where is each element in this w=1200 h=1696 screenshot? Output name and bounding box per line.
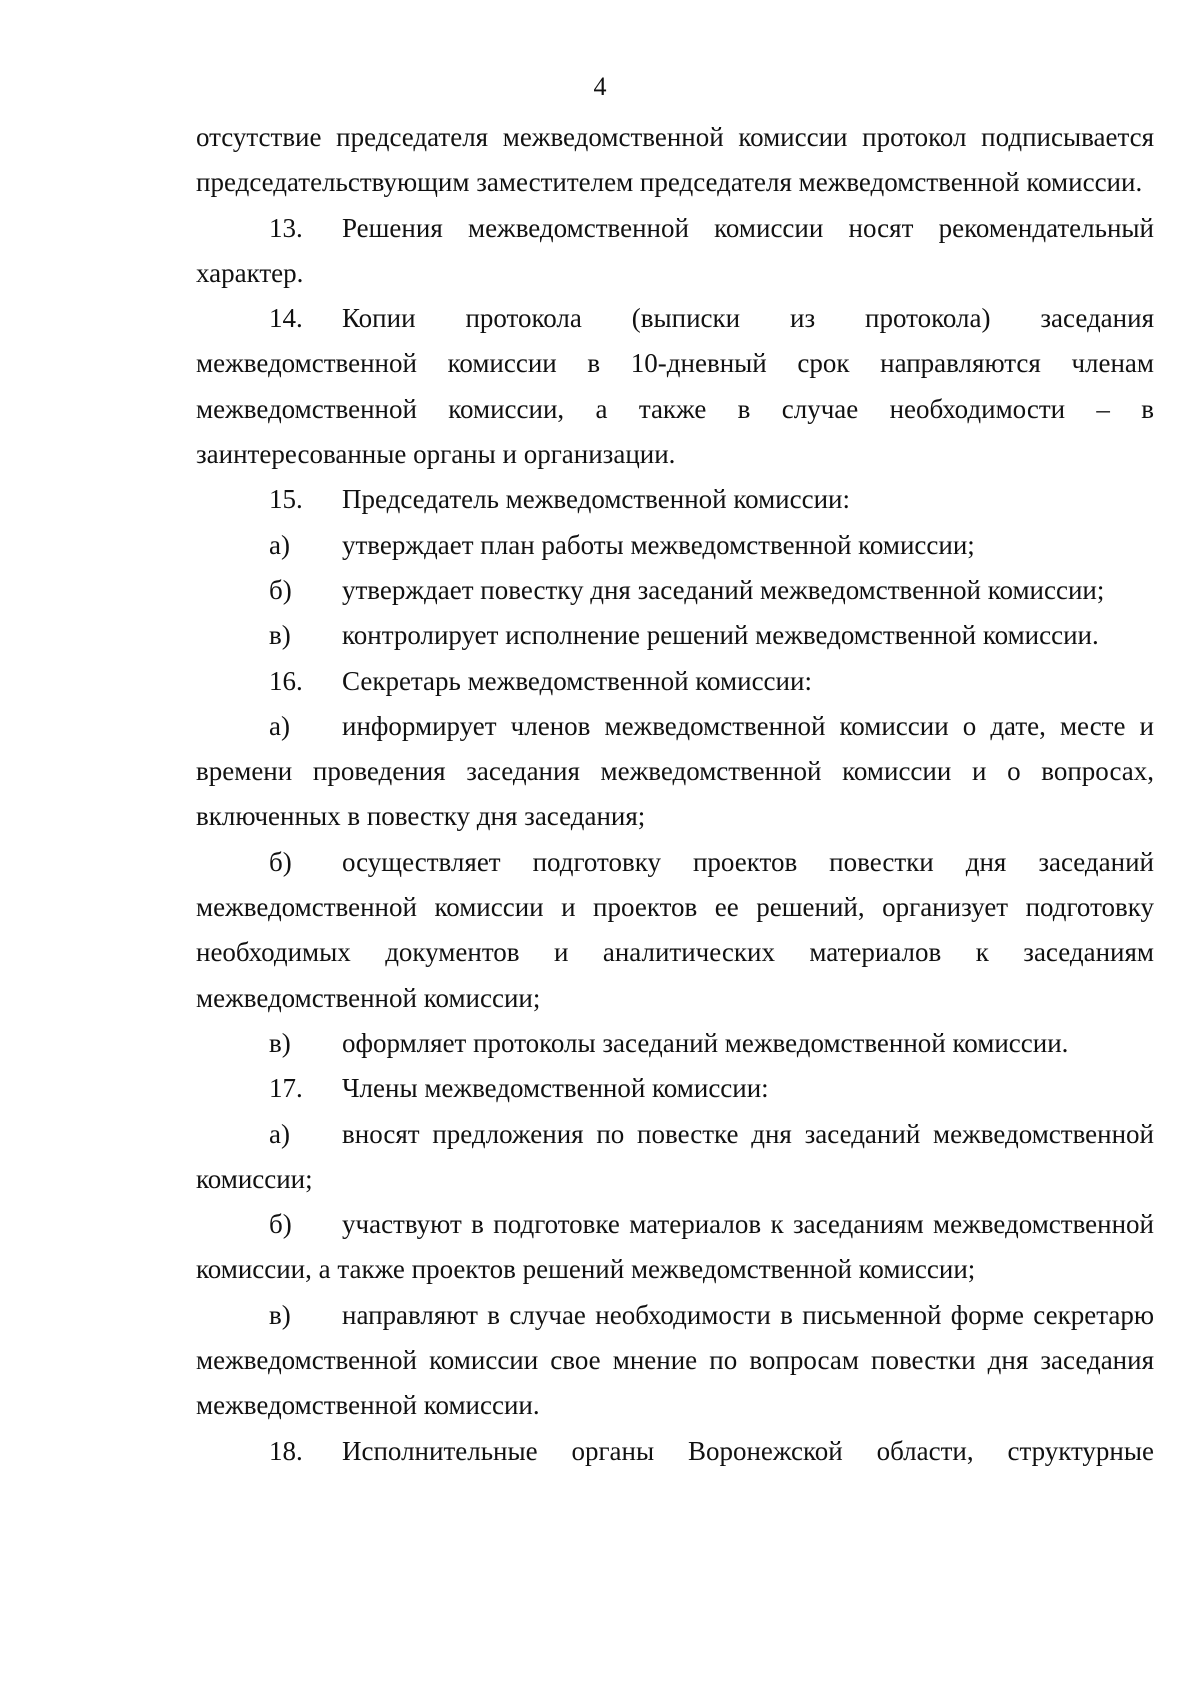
paragraph-number: 17. bbox=[269, 1073, 303, 1104]
paragraph-text: контролирует исполнение решений межведомственной комиссии. bbox=[342, 620, 1099, 651]
paragraph-text: Секретарь межведомственной комиссии: bbox=[342, 665, 812, 696]
subparagraph-15a bbox=[196, 523, 1154, 568]
paragraph-16 bbox=[196, 659, 1154, 704]
paragraph-number: 16. bbox=[269, 665, 303, 696]
subparagraph-16a bbox=[196, 704, 1154, 840]
page-number: 4 bbox=[593, 72, 607, 101]
subparagraph-16v bbox=[196, 1021, 1154, 1066]
paragraph-text: Председатель межведомственной комиссии: bbox=[342, 484, 850, 515]
paragraph-text: отсутствие председателя межведомственной комиссии протокол подписывается председательствующим заместителем председателя межведомственной комиссии. bbox=[196, 122, 1154, 198]
paragraph-number: 14. bbox=[269, 303, 303, 334]
paragraph-text: утверждает план работы межведомственной комиссии; bbox=[342, 529, 975, 560]
document-body bbox=[196, 115, 1154, 1474]
subparagraph-letter: б) bbox=[269, 574, 292, 605]
paragraph-17 bbox=[196, 1066, 1154, 1111]
paragraph-13 bbox=[196, 206, 1154, 297]
paragraph-number: 15. bbox=[269, 484, 303, 515]
subparagraph-17b bbox=[196, 1202, 1154, 1293]
paragraph-text: утверждает повестку дня заседаний межведомственной комиссии; bbox=[342, 574, 1105, 605]
subparagraph-16b bbox=[196, 840, 1154, 1021]
paragraph-18 bbox=[196, 1429, 1154, 1474]
subparagraph-15b bbox=[196, 568, 1154, 613]
paragraph-14 bbox=[196, 296, 1154, 477]
paragraph-15 bbox=[196, 477, 1154, 522]
paragraph-text: Решения межведомственной комиссии носят рекомендательный характер. bbox=[196, 212, 1154, 288]
paragraph-text: Копии протокола (выписки из протокола) заседания межведомственной комиссии в 10-дневный срок направляются членам межведомственной комиссии, а также в случае необходимости – в заинтересованные органы и организации. bbox=[196, 303, 1154, 470]
subparagraph-17a bbox=[196, 1112, 1154, 1203]
paragraph-text: осуществляет подготовку проектов повестки дня заседаний межведомственной комиссии и проектов ее решений, организует подготовку необходимых документов и аналитических материалов к заседаниям межведомственной комиссии; bbox=[196, 846, 1154, 1013]
subparagraph-letter: б) bbox=[269, 846, 292, 877]
paragraph-text: вносят предложения по повестке дня заседаний межведомственной комиссии; bbox=[196, 1118, 1154, 1194]
subparagraph-letter: в) bbox=[269, 1299, 291, 1330]
subparagraph-letter: а) bbox=[269, 1118, 290, 1149]
paragraph-text: оформляет протоколы заседаний межведомственной комиссии. bbox=[342, 1027, 1069, 1058]
paragraph-12-continuation bbox=[196, 115, 1154, 206]
paragraph-text: Исполнительные органы Воронежской области, структурные bbox=[342, 1435, 1154, 1466]
paragraph-number: 18. bbox=[269, 1435, 303, 1466]
subparagraph-letter: в) bbox=[269, 620, 291, 651]
subparagraph-15v bbox=[196, 613, 1154, 658]
paragraph-text: направляют в случае необходимости в письменной форме секретарю межведомственной комиссии свое мнение по вопросам повестки дня заседания межведомственной комиссии. bbox=[196, 1299, 1154, 1421]
paragraph-text: участвуют в подготовке материалов к заседаниям межведомственной комиссии, а также проектов решений межведомственной комиссии; bbox=[196, 1209, 1154, 1285]
paragraph-text: информирует членов межведомственной комиссии о дате, месте и времени проведения заседания межведомственной комиссии и о вопросах, включенных в повестку дня заседания; bbox=[196, 710, 1154, 832]
subparagraph-letter: в) bbox=[269, 1027, 291, 1058]
paragraph-text: Члены межведомственной комиссии: bbox=[342, 1073, 769, 1104]
paragraph-number: 13. bbox=[269, 212, 303, 243]
subparagraph-17v bbox=[196, 1293, 1154, 1429]
subparagraph-letter: а) bbox=[269, 710, 290, 741]
subparagraph-letter: б) bbox=[269, 1209, 292, 1240]
subparagraph-letter: а) bbox=[269, 529, 290, 560]
